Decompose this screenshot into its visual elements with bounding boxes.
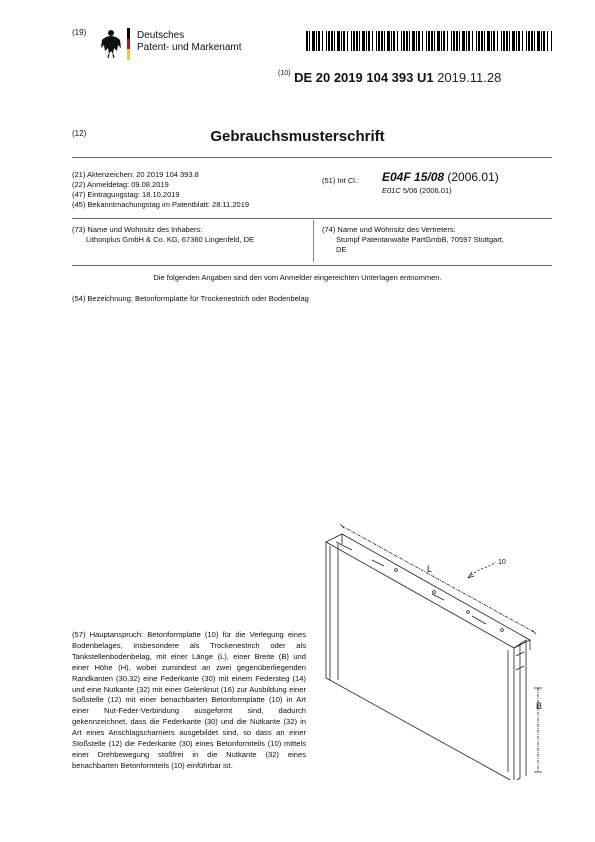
barcode-bar <box>503 31 505 51</box>
barcode-bar <box>478 31 480 51</box>
barcode-bar <box>362 31 365 51</box>
barcode-bar <box>551 31 552 51</box>
barcode-bar <box>451 31 452 51</box>
barcode-bar <box>322 31 323 51</box>
barcode-bar <box>531 31 533 51</box>
barcode-bar <box>497 31 498 51</box>
dimension-label-width: B <box>536 701 543 711</box>
barcode-bar <box>472 31 473 51</box>
barcode-bar <box>403 31 405 51</box>
barcode-bar <box>412 31 415 51</box>
barcode-bar <box>353 31 355 51</box>
barcode-bar <box>343 31 345 51</box>
barcode-bar <box>401 31 402 51</box>
barcode-bar <box>347 31 348 51</box>
barcode-bar <box>501 31 502 51</box>
barcode-bar <box>516 31 517 51</box>
barcode-bar <box>366 31 367 51</box>
barcode-bar <box>456 31 458 51</box>
document-title: Gebrauchsmusterschrift <box>210 128 385 145</box>
owner-block <box>72 225 308 245</box>
ipc-block <box>322 170 499 195</box>
barcode-bar <box>431 31 433 51</box>
ipc-secondary-class: E01C <box>382 186 401 195</box>
barcode-bar <box>368 31 370 51</box>
dimension-label-length: L <box>427 564 433 574</box>
barcode-bar <box>351 31 352 51</box>
office-name-line1: Deutsches <box>137 30 185 41</box>
representative-value-line1: Stumpf Patentanwälte PartGmbB, 70597 Stuttgart, <box>336 235 505 244</box>
barcode-bar <box>331 31 333 51</box>
barcode-bar <box>441 31 442 51</box>
owner-value: Lithonplus GmbH & Co. KG, 67360 Lingenfeld, DE <box>86 235 255 244</box>
barcode-bar <box>316 31 317 51</box>
barcode-bar <box>384 31 385 51</box>
divider-bottom <box>72 265 552 266</box>
main-claim: (57) Hauptanspruch: Betonformplatte (10) für die Verlegung eines Bodenbelages, insbesondere als Trockenestrich oder als Tankstellenbodenbelag, mit einer Länge (L), einer Breite (B) und einer Höhe (H), wobei zumindest an zwei gegenüberliegenden Randkanten (30,32) eine Federkante (30) mit einem Federsteg (14) und eine Nutkante (32) mit einer Gelenknut (16) zur Ausbildung einer Soßstelle (12) mit einer benachbarten Betonformplatte (10) in Art einer Nut-Feder-Verbindung ausgeformt sind, dadurch gekennzeichnet, dass die Federkante (30) und die Nutkante (32) in Art eines Anschlagscharniers ausgebildet sind, so dass an einer Stoßstelle (12) die Federkante (30) eines Betonformteils (10) mittels einer Drehbewegung stoßfrei in die Nutkante (32) eines benachbarten Betonformteils (10) einführbar ist. <box>72 630 306 770</box>
barcode-bar <box>391 31 392 51</box>
divider-top <box>72 157 552 158</box>
bibliographic-list <box>72 170 249 210</box>
barcode-bar <box>487 31 490 51</box>
barcode-bar <box>406 31 408 51</box>
ipc-label: (51) Int Cl.: <box>322 176 360 185</box>
barcode-bar <box>526 31 527 51</box>
barcode-bar <box>443 31 445 51</box>
barcode-bar <box>506 31 508 51</box>
concrete-slab-drawing <box>312 520 557 780</box>
barcode-bar <box>537 31 540 51</box>
ipc-secondary <box>382 186 452 195</box>
biblio-line-22: (22) Anmeldetag: 09.08.2019 <box>72 180 169 189</box>
publication-date: 2019.11.28 <box>437 70 502 85</box>
barcode-bar <box>453 31 455 51</box>
flag-stripe <box>127 28 130 60</box>
barcode-bar <box>462 31 465 51</box>
barcode-bar <box>509 31 510 51</box>
barcode-bar <box>341 31 342 51</box>
reference-label-10: 10 <box>498 559 506 566</box>
barcode-bar <box>337 31 340 51</box>
barcode <box>306 31 552 51</box>
barcode-bar <box>484 31 485 51</box>
ipc-main-year: (2006.01) <box>447 170 499 184</box>
barcode-bar <box>416 31 417 51</box>
federal-eagle-icon <box>100 28 122 58</box>
barcode-bar <box>318 31 320 51</box>
biblio-line-45: (45) Bekanntmachungstag im Patentblatt: 28.11.2019 <box>72 200 250 209</box>
barcode-bar <box>547 31 548 51</box>
publication-prefix: (10) <box>278 70 291 77</box>
barcode-bar <box>356 31 358 51</box>
barcode-bar <box>447 31 448 51</box>
barcode-bar <box>543 31 545 51</box>
owner-label: (73) Name und Wohnsitz des Inhabers: <box>72 225 203 234</box>
ipc-main <box>382 170 499 184</box>
barcode-bar <box>359 31 360 51</box>
barcode-bar <box>468 31 470 51</box>
column-divider <box>313 220 314 262</box>
barcode-bar <box>491 31 492 51</box>
designation: (54) Bezeichnung: Betonformplatte für Trockenestrich oder Bodenbelag <box>72 294 309 303</box>
code-12: (12) <box>72 129 87 138</box>
barcode-bar <box>409 31 410 51</box>
ipc-secondary-rest: 5/06 (2006.01) <box>402 186 452 195</box>
barcode-bar <box>328 31 330 51</box>
biblio-line-47: (47) Eintragungstag: 18.10.2019 <box>72 190 180 199</box>
barcode-bar <box>541 31 542 51</box>
divider-middle <box>72 218 552 219</box>
barcode-bar <box>387 31 390 51</box>
code-19: (19) <box>72 28 87 37</box>
representative-value-line2: DE <box>336 245 347 254</box>
barcode-bar <box>376 31 377 51</box>
barcode-bar <box>381 31 383 51</box>
barcode-bar <box>378 31 380 51</box>
barcode-bar <box>434 31 435 51</box>
barcode-bar <box>459 31 460 51</box>
applicant-note: Die folgenden Angaben sind den vom Anmelder eingereichten Unterlagen entnommen. <box>153 273 442 282</box>
office-name <box>137 30 242 54</box>
barcode-bar <box>534 31 535 51</box>
publication-number-text: DE 20 2019 104 393 U1 <box>294 70 434 85</box>
barcode-bar <box>528 31 530 51</box>
barcode-bar <box>309 31 310 51</box>
barcode-bar <box>481 31 483 51</box>
barcode-bar <box>518 31 520 51</box>
representative-block <box>322 225 554 255</box>
barcode-bar <box>428 31 430 51</box>
office-name-line2: Patent- und Markenamt <box>137 42 242 53</box>
barcode-bar <box>426 31 427 51</box>
barcode-bar <box>422 31 423 51</box>
barcode-bar <box>476 31 477 51</box>
barcode-bar <box>397 31 398 51</box>
barcode-bar <box>393 31 395 51</box>
barcode-bar <box>466 31 467 51</box>
barcode-bar <box>522 31 523 51</box>
representative-label: (74) Name und Wohnsitz des Vertreters: <box>322 225 456 234</box>
barcode-bar <box>306 31 308 51</box>
barcode-bar <box>493 31 495 51</box>
barcode-bar <box>437 31 440 51</box>
ipc-main-class: E04F 15/08 <box>382 170 445 184</box>
barcode-bar <box>334 31 335 51</box>
barcode-bar <box>512 31 515 51</box>
publication-number <box>278 70 501 85</box>
barcode-bar <box>326 31 327 51</box>
barcode-bar <box>312 31 315 51</box>
barcode-bar <box>418 31 420 51</box>
barcode-bar <box>372 31 373 51</box>
biblio-line-21: (21) Aktenzeichen: 20 2019 104 393.8 <box>72 170 199 179</box>
